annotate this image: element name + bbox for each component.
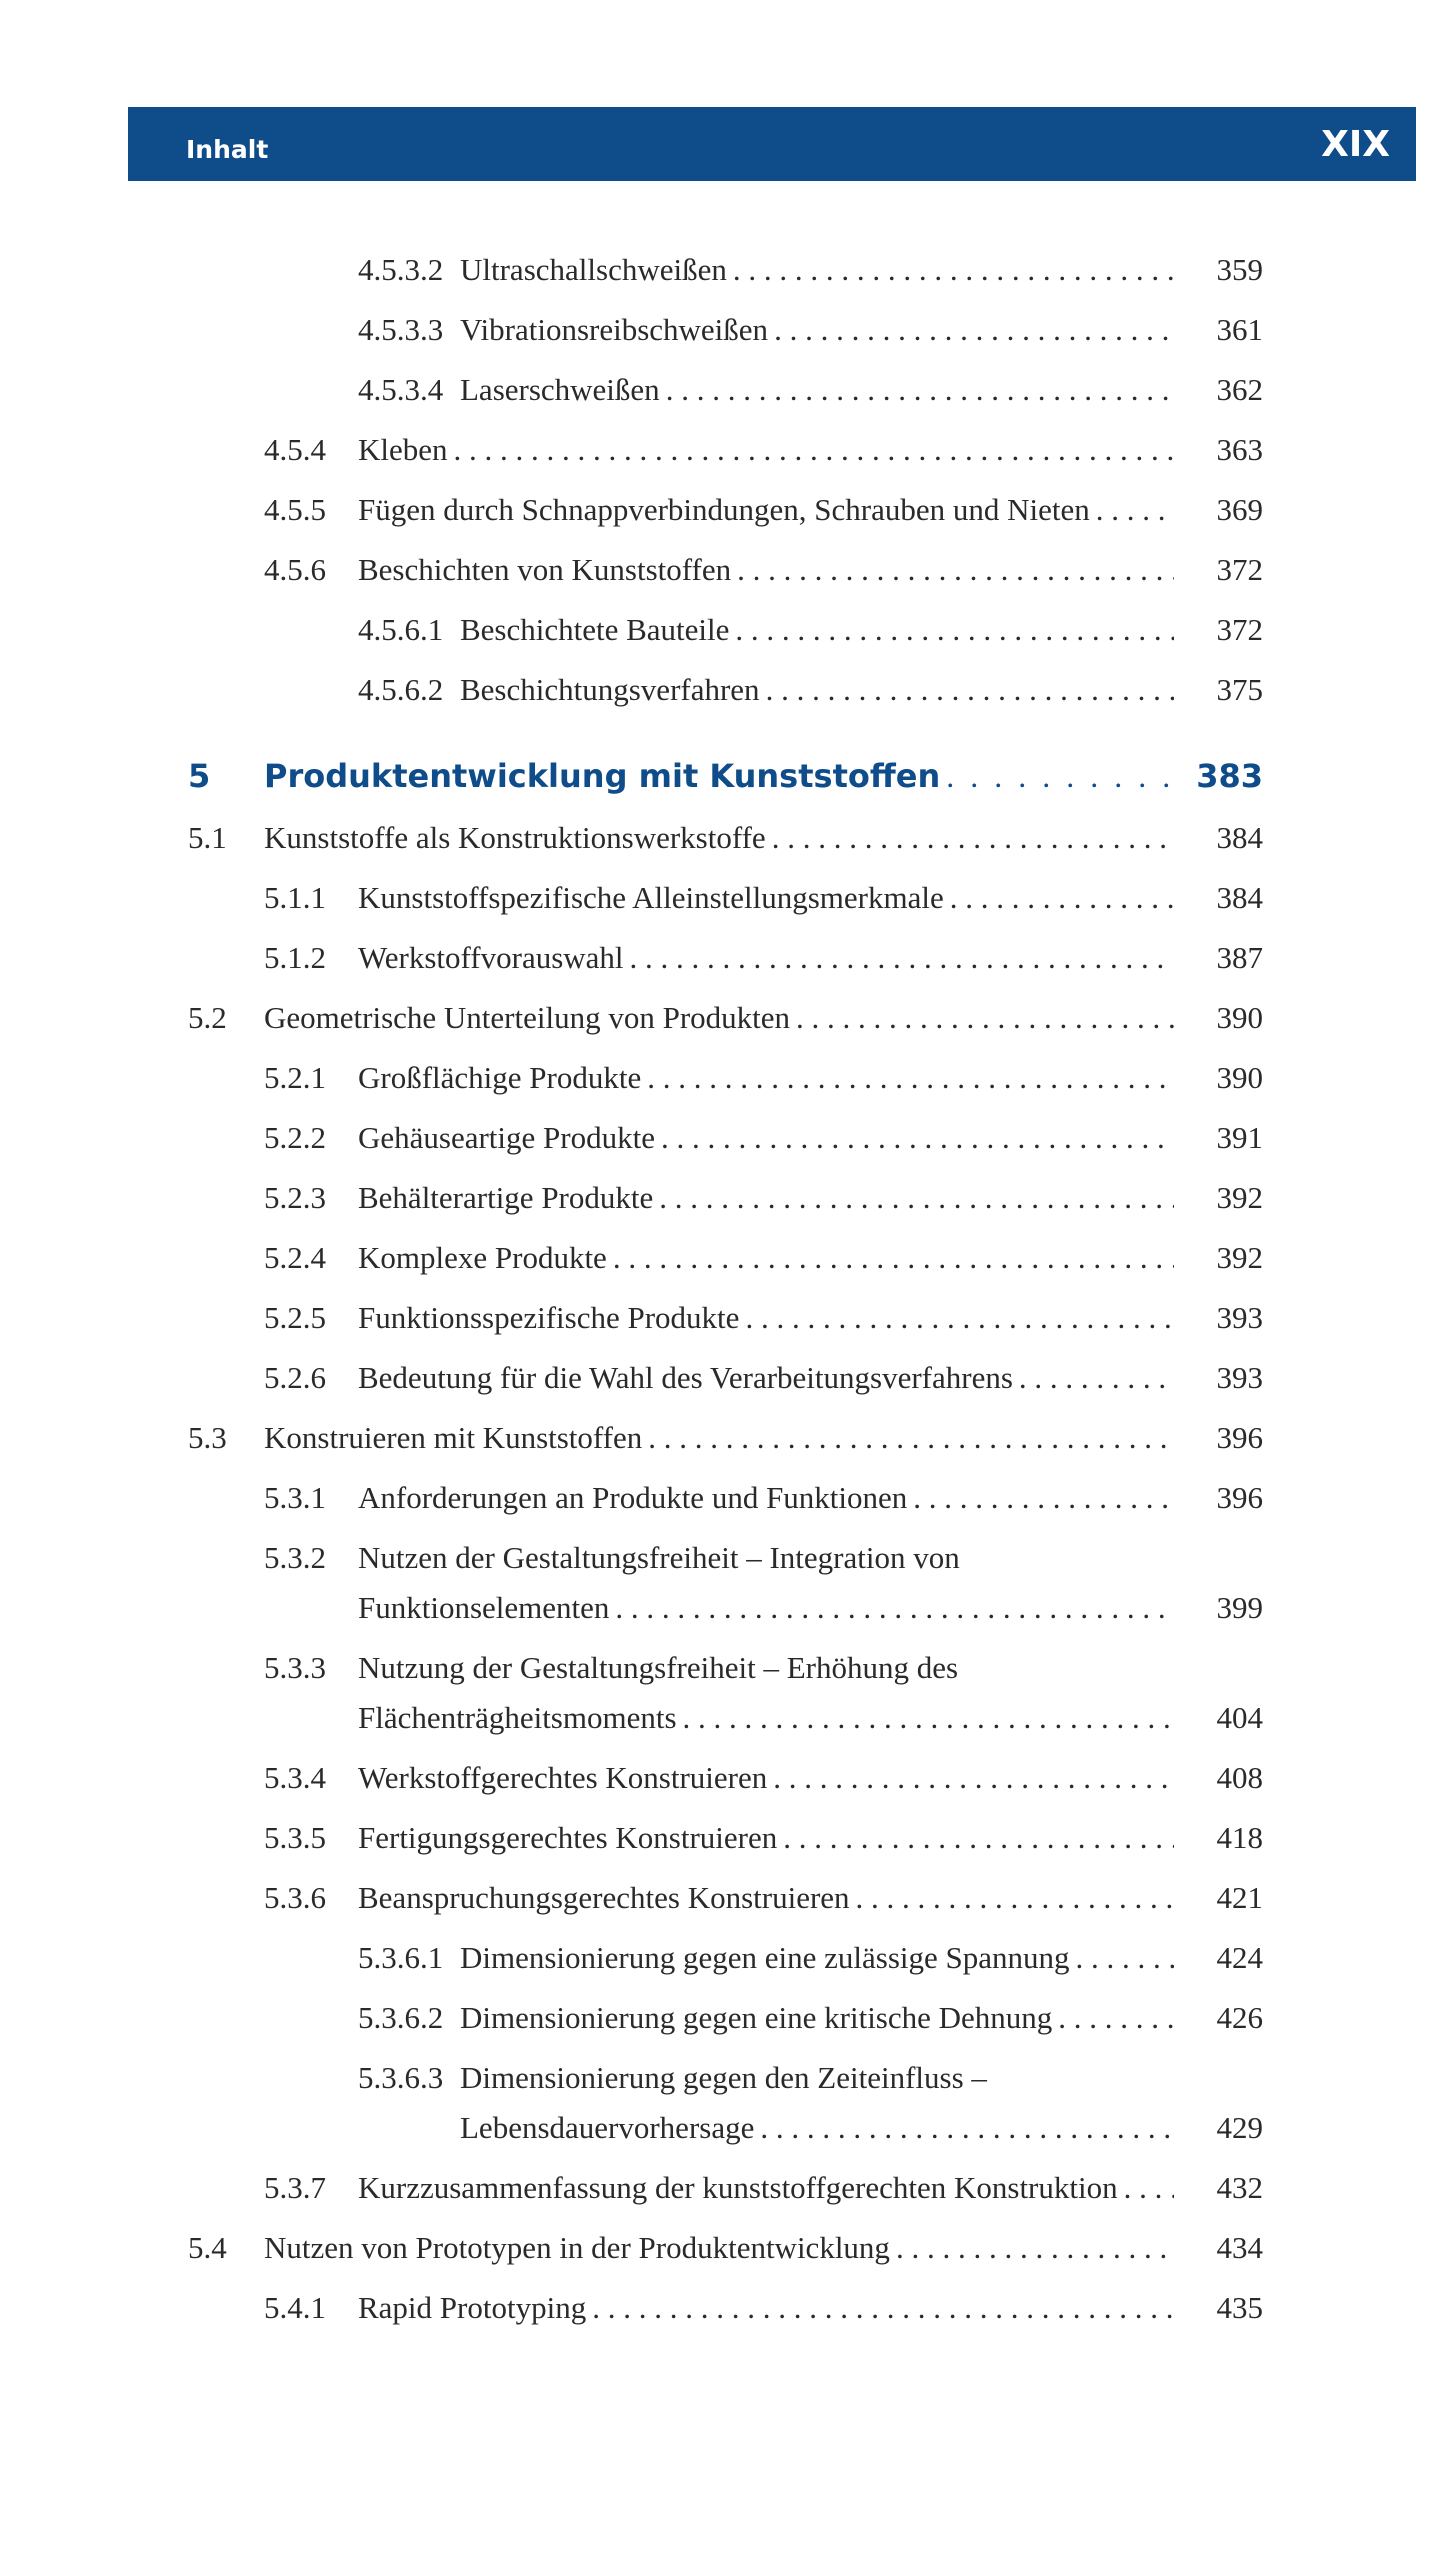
toc-entry[interactable] (0, 372, 1445, 408)
toc-entry[interactable] (0, 1120, 1445, 1156)
toc-entry-number: 5.2 (188, 1000, 227, 1035)
leader-dots (773, 1760, 1174, 1796)
toc-entry-page: 418 (1216, 1820, 1263, 1855)
toc-entry-number: 5.2.6 (264, 1360, 326, 1395)
toc-entry-page: 362 (1216, 372, 1263, 407)
toc-entry-page: 393 (1216, 1360, 1263, 1395)
toc-entry-title: Werkstoffvorauswahl (358, 940, 624, 975)
toc-entry-page: 435 (1216, 2290, 1263, 2325)
toc-entry[interactable] (0, 2000, 1445, 2036)
toc-entry-page: 404 (1216, 1700, 1263, 1735)
toc-entry[interactable] (0, 1940, 1445, 1976)
leader-dots (737, 552, 1174, 588)
leader-dots (735, 612, 1174, 648)
toc-entry-title: Fertigungsgerechtes Konstruieren (358, 1820, 778, 1855)
toc-entry-title: Nutzen von Prototypen in der Produktentwicklung (264, 2230, 890, 2265)
toc-entry-number: 5.2.5 (264, 1300, 326, 1335)
toc-chapter-number: 5 (188, 757, 211, 795)
toc-entry-title-line1: Nutzung der Gestaltungsfreiheit – Erhöhung des (358, 1650, 959, 1685)
toc-entry-title: Konstruieren mit Kunststoffen (264, 1420, 643, 1455)
header-page-number: XIX (1321, 124, 1390, 165)
toc-entry[interactable] (0, 1180, 1445, 1216)
leader-dots (592, 2290, 1174, 2326)
toc-entry-title: Gehäuseartige Produkte (358, 1120, 655, 1155)
toc-entry-number: 5.1.1 (264, 880, 326, 915)
toc-entry[interactable] (0, 552, 1445, 588)
toc-entry[interactable] (0, 2170, 1445, 2206)
toc-entry[interactable] (0, 940, 1445, 976)
toc-entry-number: 5.3 (188, 1420, 227, 1455)
toc-entry-title: Bedeutung für die Wahl des Verarbeitungsverfahrens (358, 1360, 1013, 1395)
toc-entry-title: Kunststoffe als Konstruktionswerkstoffe (264, 820, 766, 855)
toc-entry-number: 5.1.2 (264, 940, 326, 975)
toc-entry-title: Vibrationsreibschweißen (460, 312, 769, 347)
leader-dots (856, 1880, 1174, 1916)
leader-dots (661, 1120, 1174, 1156)
toc-entry-page: 396 (1216, 1480, 1263, 1515)
toc-entry-title: Flächenträgheitsmoments (358, 1700, 677, 1735)
leader-dots (683, 1700, 1174, 1736)
toc-entry-title: Anforderungen an Produkte und Funktionen (358, 1480, 908, 1515)
toc-entry-number: 5.2.2 (264, 1120, 326, 1155)
toc-entry-number: 5.1 (188, 820, 227, 855)
toc-entry[interactable] (0, 820, 1445, 856)
toc-entry-number: 4.5.3.3 (358, 312, 444, 347)
toc-entry-title: Kleben (358, 432, 448, 467)
leader-dots (615, 1590, 1174, 1626)
leader-dots (745, 1300, 1174, 1336)
toc-entry-page: 392 (1216, 1180, 1263, 1215)
toc-entry[interactable] (0, 880, 1445, 916)
leader-dots (772, 820, 1174, 856)
toc-entry-page: 391 (1216, 1120, 1263, 1155)
leader-dots (896, 2230, 1174, 2266)
leader-dots (950, 880, 1174, 916)
toc-entry[interactable] (0, 312, 1445, 348)
toc-entry-number: 4.5.5 (264, 492, 326, 527)
toc-entry-title: Werkstoffgerechtes Konstruieren (358, 1760, 768, 1795)
toc-entry-number: 5.3.4 (264, 1760, 326, 1795)
leader-dots (783, 1820, 1174, 1856)
toc-entry[interactable] (0, 672, 1445, 708)
toc-entry[interactable] (0, 1820, 1445, 1856)
toc-entry-title: Funktionsspezifische Produkte (358, 1300, 740, 1335)
toc-entry-number: 5.3.1 (264, 1480, 326, 1515)
toc-entry-title: Geometrische Unterteilung von Produkten (264, 1000, 791, 1035)
toc-entry-page: 434 (1216, 2230, 1263, 2265)
leader-dots (659, 1180, 1174, 1216)
toc-entry-number: 5.3.2 (264, 1540, 326, 1575)
toc-entry-title: Ultraschallschweißen (460, 252, 727, 287)
leader-dots (946, 758, 1174, 794)
toc-chapter-entry[interactable] (0, 758, 1445, 794)
header-section-label: Inhalt (186, 135, 269, 164)
toc-entry-page: 363 (1216, 432, 1263, 467)
toc-entry-number: 5.3.3 (264, 1650, 326, 1685)
toc-entry[interactable] (0, 432, 1445, 468)
toc-entry-page: 399 (1216, 1590, 1263, 1625)
toc-entry[interactable] (0, 2230, 1445, 2266)
toc-entry-page: 429 (1216, 2110, 1263, 2145)
leader-dots (774, 312, 1174, 348)
toc-entry[interactable] (0, 1300, 1445, 1336)
leader-dots (454, 432, 1174, 468)
toc-entry[interactable] (0, 1650, 1445, 1686)
leader-dots (1019, 1360, 1174, 1396)
toc-entry-page: 396 (1216, 1420, 1263, 1455)
toc-entry-number: 5.3.6.2 (358, 2000, 444, 2035)
toc-entry-page: 372 (1216, 612, 1263, 647)
leader-dots (648, 1420, 1174, 1456)
toc-entry-number: 4.5.6.2 (358, 672, 444, 707)
toc-entry-page: 426 (1216, 2000, 1263, 2035)
toc-entry-page: 372 (1216, 552, 1263, 587)
toc-entry[interactable] (0, 1760, 1445, 1796)
toc-entry-title-line1: Dimensionierung gegen den Zeiteinfluss – (460, 2060, 987, 2095)
toc-entry-page: 390 (1216, 1060, 1263, 1095)
toc-entry[interactable] (0, 1360, 1445, 1396)
toc-entry-number: 5.2.4 (264, 1240, 326, 1275)
toc-entry[interactable] (0, 2060, 1445, 2096)
leader-dots (647, 1060, 1174, 1096)
toc-entry[interactable] (0, 1420, 1445, 1456)
toc-entry[interactable] (0, 252, 1445, 288)
toc-entry-title: Rapid Prototyping (358, 2290, 587, 2325)
toc-entry-title: Beschichtungsverfahren (460, 672, 760, 707)
toc-entry-page: 384 (1216, 820, 1263, 855)
toc-entry-title: Beschichtete Bauteile (460, 612, 730, 647)
toc-entry-page: 361 (1216, 312, 1263, 347)
toc-entry-number: 5.2.3 (264, 1180, 326, 1215)
toc-entry-continuation[interactable] (0, 1700, 1445, 1736)
toc-entry-continuation[interactable] (0, 1590, 1445, 1626)
toc-entry-page: 421 (1216, 1880, 1263, 1915)
toc-entry-number: 4.5.6 (264, 552, 326, 587)
toc-entry-title: Beschichten von Kunststoffen (358, 552, 732, 587)
toc-entry-title: Komplexe Produkte (358, 1240, 607, 1275)
leader-dots (796, 1000, 1174, 1036)
toc-entry-page: 424 (1216, 1940, 1263, 1975)
toc-entry[interactable] (0, 1480, 1445, 1516)
toc-entry-number: 4.5.3.4 (358, 372, 444, 407)
toc-entry-title-line1: Nutzen der Gestaltungsfreiheit – Integration von (358, 1540, 960, 1575)
toc-entry[interactable] (0, 2290, 1445, 2326)
toc-entry-title: Dimensionierung gegen eine kritische Dehnung (460, 2000, 1053, 2035)
leader-dots (1096, 492, 1174, 528)
toc-entry-page: 408 (1216, 1760, 1263, 1795)
toc-entry-title: Kurzzusammenfassung der kunststoffgerechten Konstruktion (358, 2170, 1118, 2205)
leader-dots (760, 2110, 1174, 2146)
toc-entry-number: 5.3.7 (264, 2170, 326, 2205)
toc-entry-page: 392 (1216, 1240, 1263, 1275)
leader-dots (1124, 2170, 1174, 2206)
toc-entry-title: Lebensdauervorhersage (460, 2110, 755, 2145)
toc-entry-title: Dimensionierung gegen eine zulässige Spannung (460, 1940, 1070, 1975)
toc-entry-page: 432 (1216, 2170, 1263, 2205)
toc-entry-title: Funktionselementen (358, 1590, 610, 1625)
toc-chapter-page: 383 (1196, 757, 1263, 795)
toc-entry-page: 369 (1216, 492, 1263, 527)
toc-entry[interactable] (0, 1240, 1445, 1276)
toc-entry-title: Kunststoffspezifische Alleinstellungsmerkmale (358, 880, 944, 915)
toc-entry-continuation[interactable] (0, 2110, 1445, 2146)
toc-entry-title: Großflächige Produkte (358, 1060, 642, 1095)
toc-entry-title: Fügen durch Schnappverbindungen, Schrauben und Nieten (358, 492, 1090, 527)
toc-entry-number: 5.3.5 (264, 1820, 326, 1855)
toc-entry-number: 5.4 (188, 2230, 227, 2265)
toc-entry[interactable] (0, 1540, 1445, 1576)
leader-dots (1058, 2000, 1174, 2036)
toc-entry-title: Laserschweißen (460, 372, 660, 407)
toc-entry-number: 5.3.6.3 (358, 2060, 444, 2095)
toc-entry-number: 5.3.6 (264, 1880, 326, 1915)
toc-entry-title: Beanspruchungsgerechtes Konstruieren (358, 1880, 850, 1915)
toc-entry-number: 5.4.1 (264, 2290, 326, 2325)
toc-entry-number: 4.5.6.1 (358, 612, 444, 647)
toc-entry-number: 4.5.4 (264, 432, 326, 467)
toc-entry-page: 393 (1216, 1300, 1263, 1335)
toc-entry[interactable] (0, 492, 1445, 528)
leader-dots (1076, 1940, 1174, 1976)
leader-dots (733, 252, 1174, 288)
toc-entry-page: 384 (1216, 880, 1263, 915)
leader-dots (913, 1480, 1174, 1516)
toc-entry-page: 375 (1216, 672, 1263, 707)
toc-entry-number: 4.5.3.2 (358, 252, 444, 287)
toc-entry-page: 390 (1216, 1000, 1263, 1035)
toc-entry[interactable] (0, 1000, 1445, 1036)
toc-entry-number: 5.2.1 (264, 1060, 326, 1095)
leader-dots (630, 940, 1174, 976)
toc-entry-page: 387 (1216, 940, 1263, 975)
toc-chapter-title: Produktentwicklung mit Kunststoffen (264, 757, 941, 795)
leader-dots (766, 672, 1174, 708)
toc-entry-number: 5.3.6.1 (358, 1940, 444, 1975)
toc-entry-page: 359 (1216, 252, 1263, 287)
leader-dots (613, 1240, 1174, 1276)
toc-entry[interactable] (0, 612, 1445, 648)
toc-entry-title: Behälterartige Produkte (358, 1180, 654, 1215)
toc-entry[interactable] (0, 1880, 1445, 1916)
leader-dots (666, 372, 1174, 408)
toc-entry[interactable] (0, 1060, 1445, 1096)
